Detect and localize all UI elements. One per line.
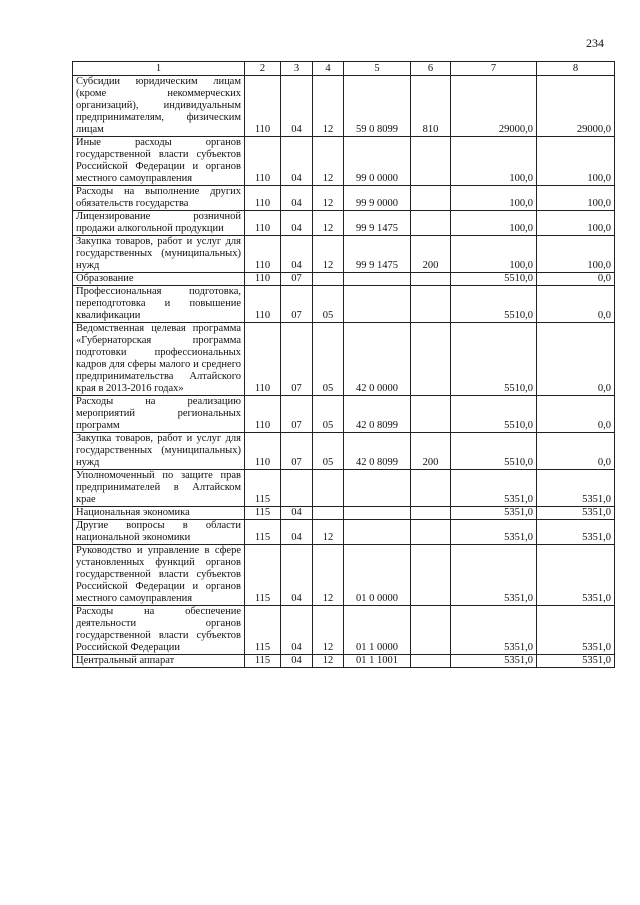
cell-col8: 5351,0: [537, 507, 615, 520]
row-name: Профессиональная подготовка, переподготовка и повышение квалификации: [73, 286, 245, 323]
cell-col4: 12: [313, 211, 344, 236]
cell-col8: 29000,0: [537, 76, 615, 137]
table-row: [73, 76, 615, 137]
cell-col8: 5351,0: [537, 520, 615, 545]
cell-col3: [281, 470, 313, 507]
cell-col3: 04: [281, 236, 313, 273]
cell-col7: 5510,0: [451, 396, 537, 433]
cell-col4: 05: [313, 323, 344, 396]
row-name: Центральный аппарат: [73, 655, 245, 668]
cell-col2: 110: [245, 286, 281, 323]
table-row: [73, 433, 615, 470]
cell-col2: 115: [245, 655, 281, 668]
cell-col7: 5351,0: [451, 507, 537, 520]
cell-col3: 04: [281, 507, 313, 520]
cell-col7: 29000,0: [451, 76, 537, 137]
cell-col5: 99 9 1475: [344, 236, 411, 273]
row-name: Ведомственная целевая программа «Губернаторская программа подготовки профессиональных кадров для сферы малого и среднего предпринимательства Алтайского края в 2013-2016 годах»: [73, 323, 245, 396]
cell-col7: 100,0: [451, 137, 537, 186]
cell-col5: 59 0 8099: [344, 76, 411, 137]
page-number: 234: [586, 36, 604, 50]
cell-col8: 100,0: [537, 186, 615, 211]
cell-col6: [411, 396, 451, 433]
table-row: [73, 323, 615, 396]
row-name: Расходы на обеспечение деятельности органов государственной власти субъектов Российской Федерации: [73, 606, 245, 655]
cell-col5: 99 9 0000: [344, 186, 411, 211]
cell-col7: 5351,0: [451, 606, 537, 655]
cell-col5: 01 1 0000: [344, 606, 411, 655]
cell-col3: 07: [281, 323, 313, 396]
cell-col2: 115: [245, 520, 281, 545]
row-name: Субсидии юридическим лицам (кроме некоммерческих организаций), индивидуальным предпринимателям, физическим лицам: [73, 76, 245, 137]
cell-col8: 5351,0: [537, 606, 615, 655]
cell-col4: 05: [313, 433, 344, 470]
cell-col5: 42 0 8099: [344, 396, 411, 433]
cell-col3: 07: [281, 396, 313, 433]
cell-col6: [411, 655, 451, 668]
cell-col8: 0,0: [537, 323, 615, 396]
cell-col6: [411, 606, 451, 655]
header-cell: 6: [411, 62, 451, 76]
cell-col3: 04: [281, 545, 313, 606]
cell-col3: 04: [281, 186, 313, 211]
table-row: [73, 286, 615, 323]
header-cell: 1: [73, 62, 245, 76]
cell-col8: 100,0: [537, 137, 615, 186]
cell-col5: [344, 507, 411, 520]
cell-col2: 115: [245, 470, 281, 507]
cell-col6: 810: [411, 76, 451, 137]
table-row: [73, 507, 615, 520]
header-cell: 8: [537, 62, 615, 76]
cell-col5: [344, 470, 411, 507]
cell-col6: 200: [411, 433, 451, 470]
table-row: [73, 273, 615, 286]
row-name: Руководство и управление в сфере установленных функций органов государственной власти субъектов Российской Федерации и органов местного самоуправления: [73, 545, 245, 606]
cell-col2: 110: [245, 211, 281, 236]
header-cell: 4: [313, 62, 344, 76]
cell-col8: 0,0: [537, 433, 615, 470]
cell-col4: [313, 507, 344, 520]
row-name: Лицензирование розничной продажи алкогольной продукции: [73, 211, 245, 236]
cell-col3: 04: [281, 520, 313, 545]
cell-col7: 5510,0: [451, 433, 537, 470]
row-name: Иные расходы органов государственной власти субъектов Российской Федерации и органов местного самоуправления: [73, 137, 245, 186]
cell-col7: 5510,0: [451, 286, 537, 323]
cell-col8: 0,0: [537, 396, 615, 433]
header-cell: 3: [281, 62, 313, 76]
header-row: [73, 62, 615, 76]
cell-col3: 04: [281, 606, 313, 655]
cell-col5: 01 0 0000: [344, 545, 411, 606]
cell-col5: 42 0 8099: [344, 433, 411, 470]
cell-col6: [411, 507, 451, 520]
cell-col8: 5351,0: [537, 655, 615, 668]
cell-col3: 04: [281, 137, 313, 186]
table-row: [73, 396, 615, 433]
table-row: [73, 186, 615, 211]
cell-col6: [411, 211, 451, 236]
cell-col6: [411, 520, 451, 545]
cell-col2: 110: [245, 186, 281, 211]
cell-col5: 99 0 0000: [344, 137, 411, 186]
cell-col8: 100,0: [537, 236, 615, 273]
cell-col4: 12: [313, 76, 344, 137]
cell-col8: 100,0: [537, 211, 615, 236]
table-row: [73, 137, 615, 186]
cell-col7: 5351,0: [451, 545, 537, 606]
cell-col2: 115: [245, 507, 281, 520]
cell-col8: 5351,0: [537, 545, 615, 606]
cell-col7: 100,0: [451, 186, 537, 211]
cell-col7: 5351,0: [451, 470, 537, 507]
table-row: [73, 606, 615, 655]
cell-col7: 5351,0: [451, 655, 537, 668]
cell-col3: 04: [281, 211, 313, 236]
cell-col4: [313, 470, 344, 507]
table-header: [73, 62, 615, 76]
cell-col4: 12: [313, 137, 344, 186]
row-name: Закупка товаров, работ и услуг для государственных (муниципальных) нужд: [73, 236, 245, 273]
cell-col8: 0,0: [537, 273, 615, 286]
cell-col4: 12: [313, 655, 344, 668]
cell-col3: 07: [281, 286, 313, 323]
table-body: [73, 76, 615, 668]
cell-col6: [411, 186, 451, 211]
cell-col6: [411, 286, 451, 323]
cell-col7: 5351,0: [451, 520, 537, 545]
cell-col3: 07: [281, 433, 313, 470]
cell-col5: 42 0 0000: [344, 323, 411, 396]
cell-col2: 110: [245, 396, 281, 433]
cell-col7: 5510,0: [451, 323, 537, 396]
header-cell: 7: [451, 62, 537, 76]
header-cell: 5: [344, 62, 411, 76]
cell-col7: 100,0: [451, 236, 537, 273]
cell-col3: 04: [281, 655, 313, 668]
row-name: Расходы на реализацию мероприятий региональных программ: [73, 396, 245, 433]
cell-col7: 100,0: [451, 211, 537, 236]
budget-table: [72, 61, 615, 668]
table-row: [73, 236, 615, 273]
cell-col4: 12: [313, 186, 344, 211]
row-name: Другие вопросы в области национальной экономики: [73, 520, 245, 545]
row-name: Расходы на выполнение других обязательств государства: [73, 186, 245, 211]
cell-col2: 110: [245, 76, 281, 137]
header-cell: 2: [245, 62, 281, 76]
cell-col2: 110: [245, 433, 281, 470]
cell-col7: 5510,0: [451, 273, 537, 286]
cell-col2: 110: [245, 273, 281, 286]
row-name: Образование: [73, 273, 245, 286]
cell-col6: 200: [411, 236, 451, 273]
cell-col2: 115: [245, 606, 281, 655]
cell-col5: 01 1 1001: [344, 655, 411, 668]
row-name: Закупка товаров, работ и услуг для государственных (муниципальных) нужд: [73, 433, 245, 470]
cell-col2: 110: [245, 236, 281, 273]
cell-col6: [411, 273, 451, 286]
cell-col4: 12: [313, 606, 344, 655]
table-row: [73, 520, 615, 545]
cell-col6: [411, 137, 451, 186]
cell-col8: 5351,0: [537, 470, 615, 507]
cell-col5: [344, 520, 411, 545]
cell-col5: 99 9 1475: [344, 211, 411, 236]
row-name: Уполномоченный по защите прав предпринимателей в Алтайском крае: [73, 470, 245, 507]
cell-col2: 110: [245, 137, 281, 186]
cell-col4: 05: [313, 396, 344, 433]
cell-col3: 04: [281, 76, 313, 137]
table-row: [73, 211, 615, 236]
cell-col2: 115: [245, 545, 281, 606]
cell-col2: 110: [245, 323, 281, 396]
cell-col8: 0,0: [537, 286, 615, 323]
cell-col4: 12: [313, 520, 344, 545]
table-row: [73, 655, 615, 668]
cell-col4: 05: [313, 286, 344, 323]
table-row: [73, 470, 615, 507]
cell-col6: [411, 470, 451, 507]
cell-col6: [411, 323, 451, 396]
row-name: Национальная экономика: [73, 507, 245, 520]
table-row: [73, 545, 615, 606]
cell-col4: 12: [313, 545, 344, 606]
cell-col5: [344, 286, 411, 323]
cell-col5: [344, 273, 411, 286]
cell-col6: [411, 545, 451, 606]
cell-col3: 07: [281, 273, 313, 286]
cell-col4: 12: [313, 236, 344, 273]
cell-col4: [313, 273, 344, 286]
